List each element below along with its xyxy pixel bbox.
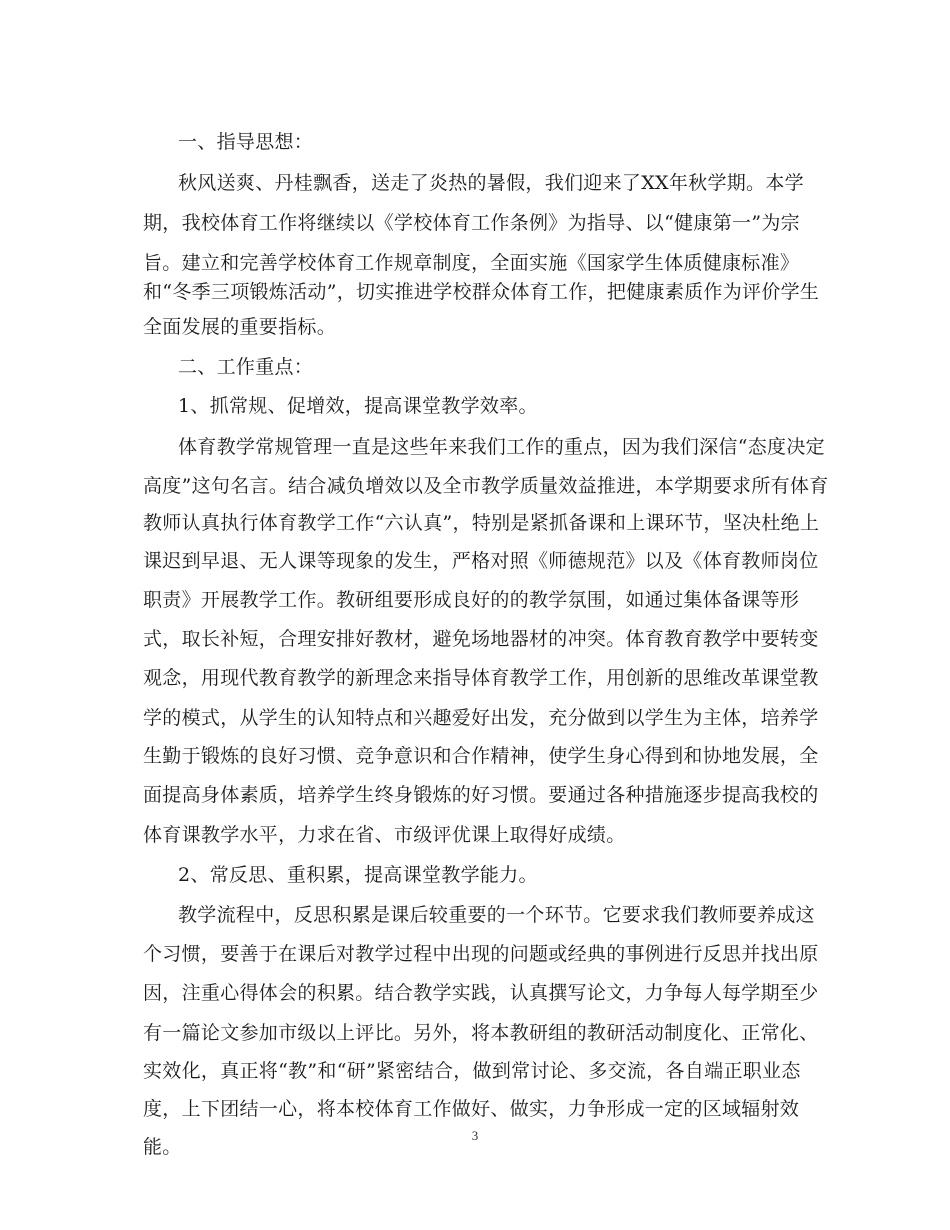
paragraph-line: 生勤于锻炼的良好习惯、竞争意识和合作精神，使学生身心得到和协地发展，全 — [143, 745, 819, 767]
paragraph-line: 旨。建立和完善学校体育工作规章制度，全面实施《国家学生体质健康标准》 — [143, 252, 800, 274]
subheading-item-2: 2、常反思、重积累，提高课堂教学能力。 — [178, 864, 538, 886]
paragraph-line: 期，我校体育工作将继续以《学校体育工作条例》为指导、以“健康第一”为宗 — [143, 212, 800, 234]
paragraph-line: 秋风送爽、丹桂飘香，送走了炎热的暑假，我们迎来了XX年秋学期。本学 — [178, 172, 804, 194]
paragraph-line: 因，注重心得体会的积累。结合教学实践，认真撰写论文，力争每人每学期至少 — [143, 982, 819, 1004]
paragraph-line: 全面发展的重要指标。 — [143, 316, 337, 338]
heading-guiding-ideology: 一、指导思想： — [178, 131, 314, 153]
page-number: 3 — [471, 1128, 479, 1143]
paragraph-line: 职责》开展教学工作。教研组要形成良好的的教学氛围，如通过集体备课等形 — [143, 589, 800, 611]
paragraph-line: 能。 — [143, 1136, 182, 1158]
paragraph-line: 实效化，真正将“教”和“研”紧密结合，做到常讨论、多交流，各自端正职业态 — [143, 1060, 801, 1082]
paragraph-line: 教学流程中，反思积累是课后较重要的一个环节。它要求我们教师要养成这 — [178, 904, 815, 926]
paragraph-line: 高度”这句名言。结合减负增效以及全市教学质量效益推进，本学期要求所有体育 — [143, 475, 829, 497]
paragraph-line: 式，取长补短，合理安排好教材，避免场地器材的冲突。体育教育教学中要转变 — [143, 628, 819, 650]
paragraph-line: 面提高身体素质，培养学生终身锻炼的好习惯。要通过各种措施逐步提高我校的 — [143, 784, 819, 806]
paragraph-line: 教师认真执行体育教学工作“六认真”，特别是紧抓备课和上课环节，坚决杜绝上 — [143, 512, 820, 534]
paragraph-line: 度，上下团结一心，将本校体育工作做好、做实，力争形成一定的区域辐射效 — [143, 1098, 800, 1120]
heading-work-focus: 二、工作重点： — [178, 356, 314, 378]
paragraph-line: 观念，用现代教育教学的新理念来指导体育教学工作，用创新的思维改革课堂教 — [143, 667, 819, 689]
subheading-item-1: 1、抓常规、促增效，提高课堂教学效率。 — [178, 395, 538, 417]
paragraph-line: 体育课教学水平，力求在省、市级评优课上取得好成绩。 — [143, 824, 626, 846]
paragraph-line: 有一篇论文参加市级以上评比。另外，将本教研组的教研活动制度化、正常化、 — [143, 1022, 819, 1044]
paragraph-line: 学的模式，从学生的认知特点和兴趣爱好出发，充分做到以学生为主体，培养学 — [143, 707, 819, 729]
paragraph-line: 个习惯，要善于在课后对教学过程中出现的问题或经典的事例进行反思并找出原 — [143, 943, 819, 965]
paragraph-line: 课迟到早退、无人课等现象的发生，严格对照《师德规范》以及《体育教师岗位 — [143, 550, 819, 572]
paragraph-line: 体育教学常规管理一直是这些年来我们工作的重点，因为我们深信“态度决定 — [178, 436, 825, 458]
paragraph-line: 和“冬季三项锻炼活动”，切实推进学校群众体育工作，把健康素质作为评价学生 — [143, 281, 820, 303]
